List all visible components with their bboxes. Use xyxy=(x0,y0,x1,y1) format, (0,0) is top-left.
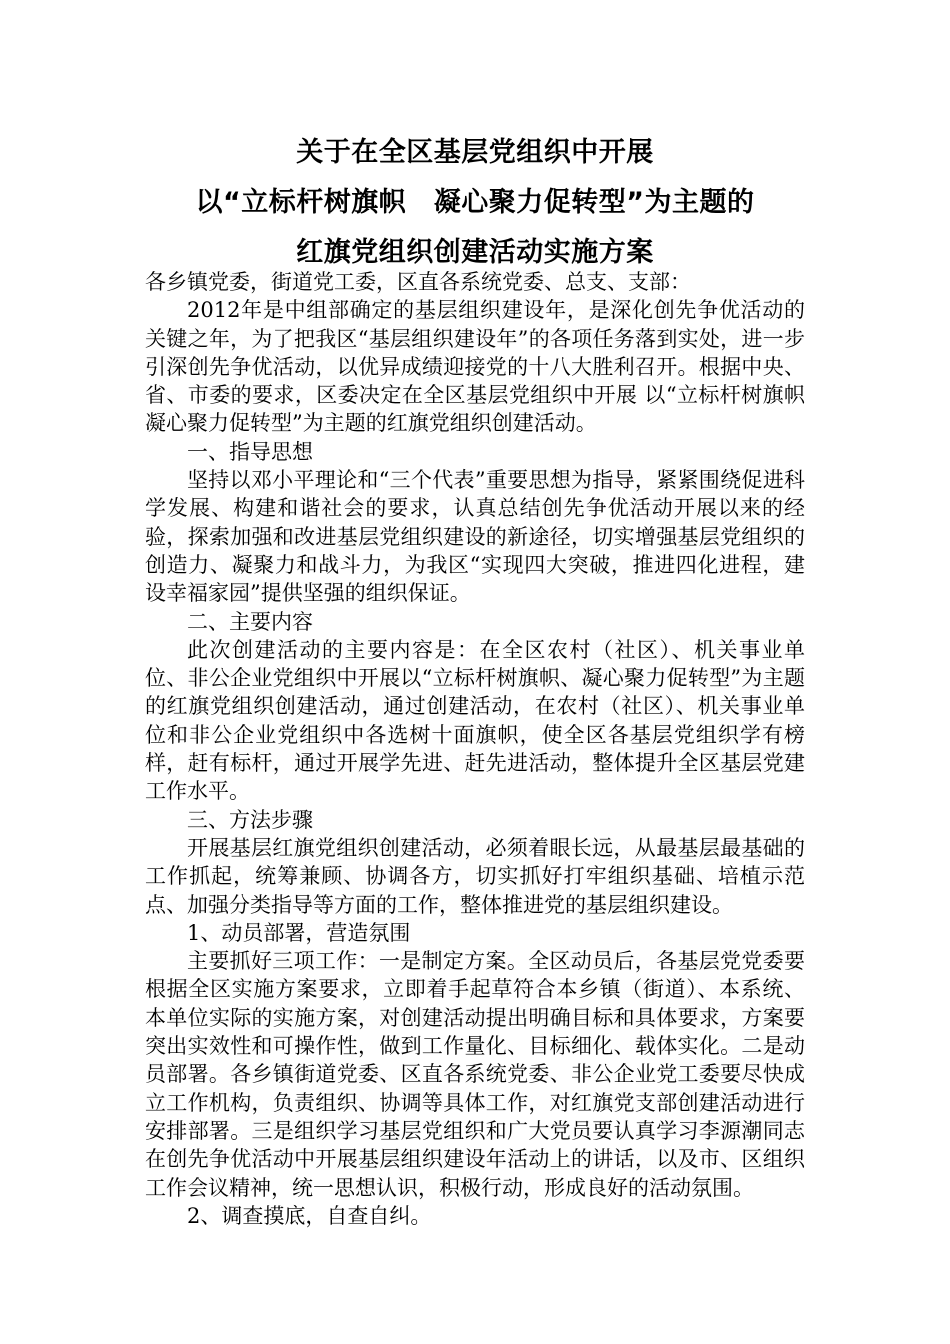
document-body xyxy=(145,268,826,1230)
section-heading-guiding-ideology: 一、指导思想 xyxy=(187,439,313,464)
document-title xyxy=(145,128,805,278)
subheading-mobilization: 1、动员部署，营造氛围 xyxy=(187,920,411,945)
salutation: 各乡镇党委，街道党工委，区直各系统党委、总支、支部： xyxy=(145,270,691,294)
title-line-1: 关于在全区基层党组织中开展 xyxy=(296,137,654,168)
subheading-investigation: 2、调查摸底，自查自纠。 xyxy=(187,1203,432,1228)
title-line-2: 以“立标杆树旗帜 凝心聚力促转型”为主题的 xyxy=(195,187,755,218)
guiding-ideology-paragraph: 坚持以邓小平理论和“三个代表”重要思想为指导，紧紧围绕促进科学发展、构建和谐社会的要求，认真总结创先争优活动开展以来的经验，探索加强和改进基层党组织建设的新途径，切实增强基层党组织的创造力、凝聚力和战斗力，为我区“实现四大突破，推进四化进程，建设幸福家园”提供坚强的组织保证。 xyxy=(145,468,805,606)
methods-steps-paragraph: 开展基层红旗党组织创建活动，必须着眼长远，从最基层最基础的工作抓起，统筹兼顾、协调各方，切实抓好打牢组织基础、培植示范点、加强分类指导等方面的工作，整体推进党的基层组织建设。 xyxy=(145,835,805,917)
title-line-3: 红旗党组织创建活动实施方案 xyxy=(296,237,654,268)
main-content-paragraph: 此次创建活动的主要内容是：在全区农村（社区）、机关事业单位、非公企业党组织中开展以“立标杆树旗帜、凝心聚力促转型”为主题的红旗党组织创建活动，通过创建活动，在农村（社区）、机关事业单位和非公企业党组织中各选树十面旗帜，使全区各基层党组织学有榜样，赶有标杆，通过开展学先进、赶先进活动，整体提升全区基层党建工作水平。 xyxy=(145,637,805,804)
section-heading-methods-steps: 三、方法步骤 xyxy=(187,807,313,832)
mobilization-paragraph: 主要抓好三项工作：一是制定方案。全区动员后，各基层党党委要根据全区实施方案要求，立即着手起草符合本乡镇（街道）、本系统、本单位实际的实施方案，对创建活动提出明确目标和具体要求，方案要突出实效性和可操作性，做到工作量化、目标细化、载体实化。二是动员部署。各乡镇街道党委、区直各系统党委、非公企业党工委要尽快成立工作机构，负责组织、协调等具体工作，对红旗党支部创建活动进行安排部署。三是组织学习基层党组织和广大党员要认真学习李源潮同志在创先争优活动中开展基层组织建设年活动上的讲话，以及市、区组织工作会议精神，统一思想认识，积极行动，形成良好的活动氛围。 xyxy=(145,949,805,1200)
section-heading-main-content: 二、主要内容 xyxy=(187,609,313,634)
intro-paragraph: 2012年是中组部确定的基层组织建设年，是深化创先争优活动的关键之年，为了把我区“基层组织建设年”的各项任务落到实处，进一步引深创先争优活动，以优异成绩迎接党的十八大胜利召开。根据中央、省、市委的要求，区委决定在全区基层党组织中开展 以“立标杆树旗帜 凝心聚力促转型”为主题的红旗党组织创建活动。 xyxy=(145,298,826,436)
